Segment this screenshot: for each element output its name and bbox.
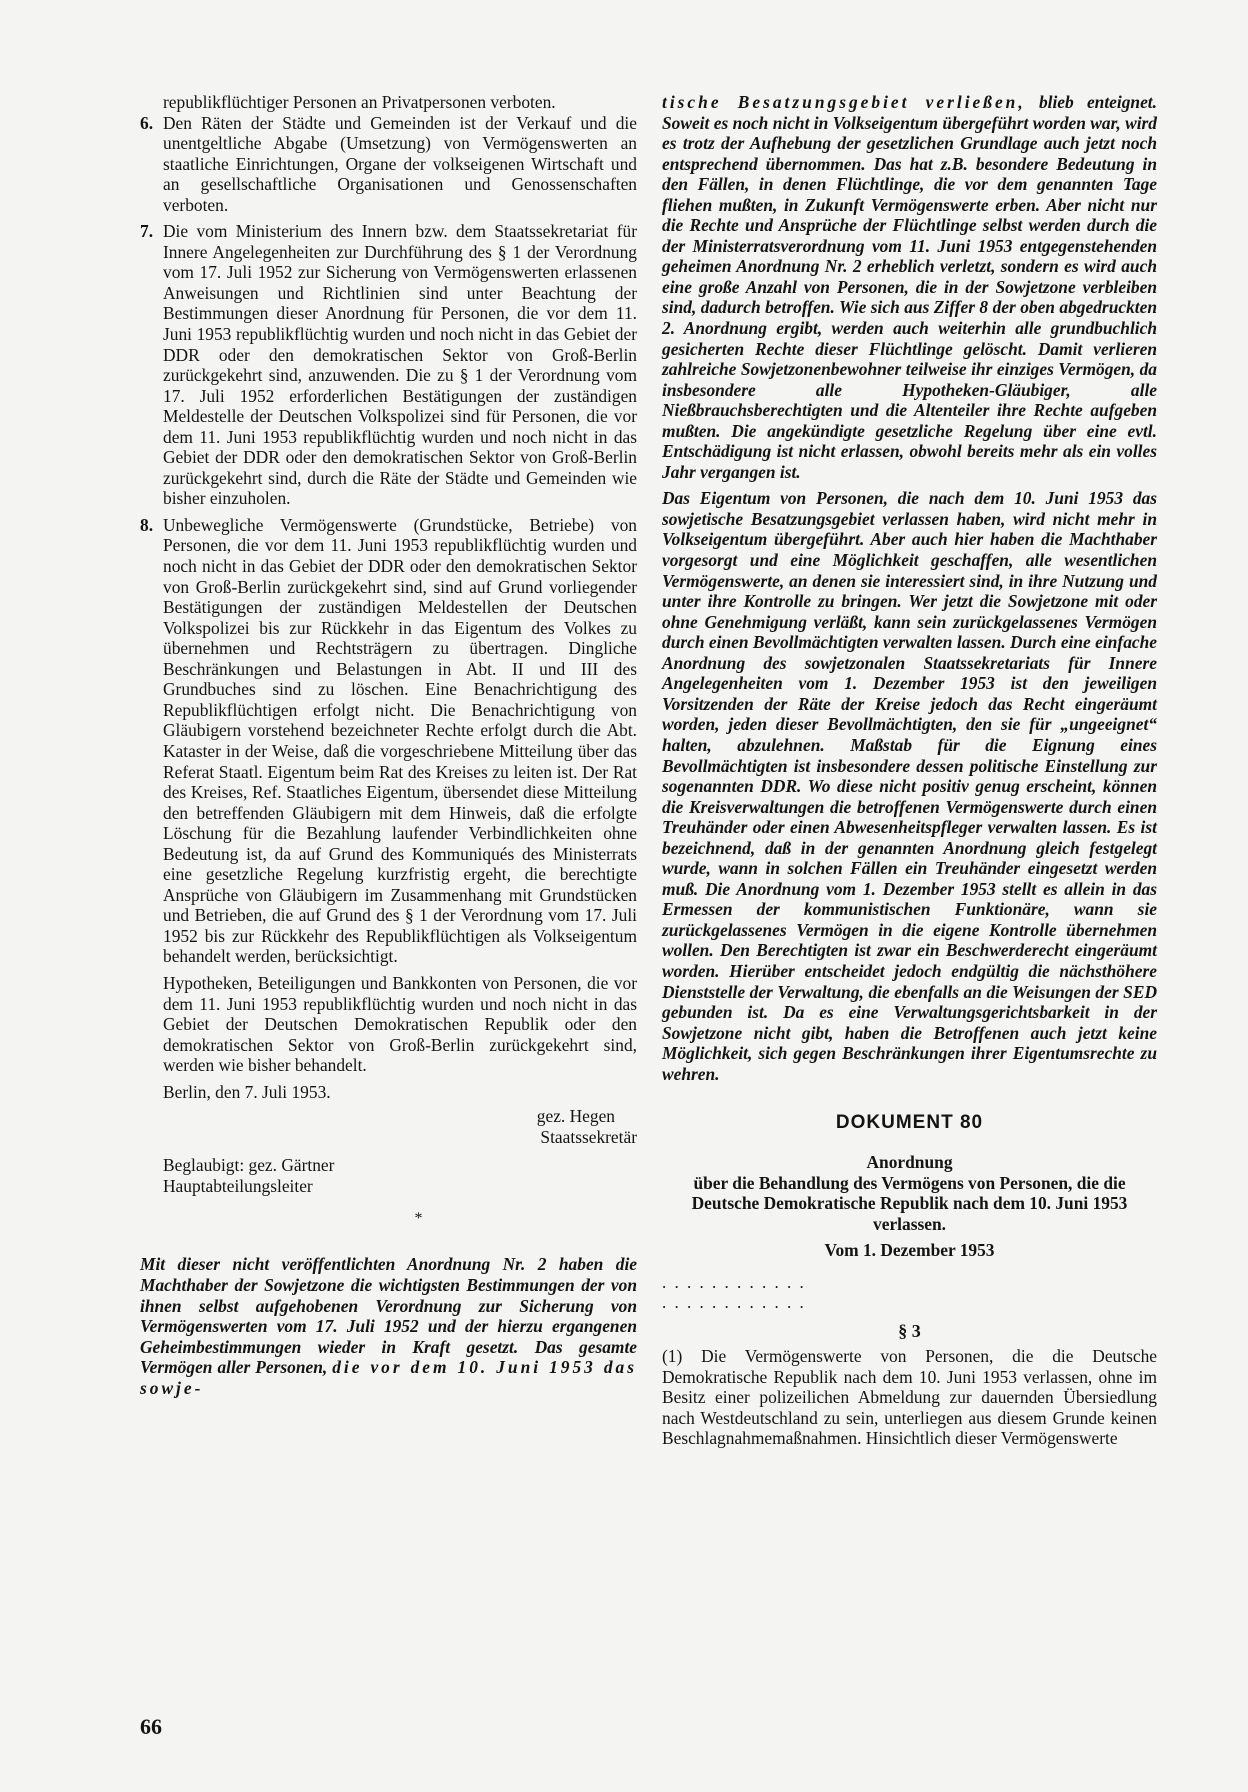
left-column xyxy=(140,92,637,1398)
list-item-7 xyxy=(140,221,637,509)
ordinance-title-line1: Anordnung xyxy=(866,1152,953,1173)
omission-dots: . . . . . . . . . . . . xyxy=(662,1272,806,1292)
certified-line: Beglaubigt: gez. Gärtner xyxy=(163,1155,335,1176)
item-text: Unbewegliche Vermögenswerte (Grundstücke, Betriebe) von Personen, die vor dem 11. Juni 1953 republikflüchtig wurden und noch nicht in das Gebiet der DDR oder den demokratischen Sektor von Groß-Berlin zurückgekehrt sind, sind auf Grund vorliegender Bestätigungen der zuständigen Meldestellen der Deutschen Volkspolizei bis zur Rückkehr in das Eigentum des Volkes zu übernehmen und Rechtsträgern zu übertragen. Dingliche Beschränkungen und Belastungen in Abt. II und III des Grundbuches sind zu löschen. Eine Benachrichtigung des Republikflüchtigen erfolgt nicht. Die Benachrichtigung von Gläubigern vorstehend bezeichneter Rechte erfolgt durch die Abt. Kataster in der Weise, daß die vorgeschriebene Mitteilung über das Referat Staatl. Eigentum beim Rat des Kreises zu leiten ist. Der Rat des Kreises, Ref. Staatliches Eigentum, übersendet diese Mitteilung den betreffenden Gläubigern mit dem Hinweis, daß die erfolgte Löschung für die Bezahlung laufender Verbindlichkeiten ohne Bedeutung ist, da auf Grund des Kommuniqués des Ministerrats eine gesetzliche Regelung kurzfristig ergeht, die berechtigte Ansprüche von Gläubigern im Zusammenhang mit Grundstücken und Betrieben, die auf Grund des § 1 der Verordnung vom 17. Juli 1952 bis zur Rückkehr des Republikflüchtigen als Volkseigentum behandelt werden, berücksichtigt. xyxy=(163,514,637,967)
item-text: Den Räten der Städte und Gemeinden ist der Verkauf und die unentgeltliche Abgabe (Umsetzung) von Vermögenswerten an staatliche Einrichtungen, Organe der volkseigenen Wirtschaft und an gesellschaftliche Organisationen und Genossenschaften verboten. xyxy=(163,112,637,215)
commentary-text: blieb enteignet. Soweit es noch nicht in Volkseigentum übergeführt worden war, wird es trotz der Aufhebung der gesetzlichen Grundlage auch jetzt noch entsprechend übernommen. Das hat z.B. besondere Bedeutung in den Fällen, in denen Flüchtlinge, die vor dem genannten Tage fliehen mußten, in Zukunft Vermögenswerte erben. Aber nicht nur die Rechte und Ansprüche der Flüchtlinge selbst werden durch die der Ministerratsverordnung vom 11. Juni 1953 entgegenstehenden geheimen Anordnung Nr. 2 erheblich verletzt, sondern es wird auch eine große Anzahl von Personen, die in der Sowjetzone verbleiben sind, dadurch betroffen. Wie sich aus Ziffer 8 der oben abgedruckten 2. Anordnung ergibt, werden auch weiterhin alle grundbuchlich gesicherten Rechte dieser Flüchtlinge gelöscht. Damit verlieren zahlreiche Sowjetzonenbewohner teilweise ihr einziges Vermögen, da insbesondere alle Hypotheken-Gläubiger, alle Nießbrauchsberechtigten und die Altenteiler ihre Rechte aufgeben mußten. Die angekündigte gesetzliche Regelung über eine evtl. Entschädigung ist nicht erlassen, obwohl bereits mehr als ein volles Jahr vergangen ist. xyxy=(662,92,1157,482)
item-8-continuation: Hypotheken, Beteiligungen und Bankkonten von Personen, die vor dem 11. Juni 1953 republikflüchtig wurden und noch nicht in das Gebiet der Deutschen Demokratischen Republik oder den demokratischen Sektor von Groß-Berlin zurückgekehrt sind, werden wie bisher behandelt. xyxy=(163,972,637,1076)
signature-name: gez. Hegen xyxy=(536,1106,615,1127)
commentary-text: Mit dieser nicht veröffentlichten Anordnung Nr. 2 haben die Machthaber der Sowjetzone die wichtigsten Bestimmungen der von ihnen selbst aufgehobenen Verordnung zur Sicherung von Vermögenswerten vom 17. Juli 1952 und der hierzu ergangenen Geheimbestimmungen wieder in Kraft gesetzt. Das gesamte Vermögen aller Personen, xyxy=(140,1254,637,1378)
ordinance-date: Vom 1. Dezember 1953 xyxy=(824,1240,995,1261)
commentary-spaced-text: die vor dem 10. Juni 1953 das sowje- xyxy=(140,1357,637,1398)
item-number: 7. xyxy=(140,221,154,242)
commentary-paragraph xyxy=(140,1254,637,1398)
intro-continuation: republikflüchtiger Personen an Privatpersonen verboten. xyxy=(163,92,556,112)
separator-asterisk: * xyxy=(414,1210,423,1228)
commentary-spaced-text: tische Besatzungsgebiet verließen, xyxy=(662,92,1026,112)
place-date: Berlin, den 7. Juli 1953. xyxy=(163,1081,331,1102)
right-column xyxy=(662,92,1157,1449)
omission-dots: . . . . . . . . . . . . xyxy=(662,1292,806,1312)
signature-block xyxy=(140,1106,637,1147)
item-number: 8. xyxy=(140,514,154,535)
section-text: (1) Die Vermögenswerte von Personen, die die Deutsche Demokratische Republik nach dem 10. Juni 1953 verlassen, ohne im Besitz einer polizeilichen Abmeldung zur dauernden Übersiedlung nach Westdeutschland zu sein, unterliegen aus diesem Grunde keinen Beschlagnahmemaßnahmen. Hinsichtlich dieser Vermögenswerte xyxy=(662,1345,1157,1449)
commentary-paragraph-2: Das Eigentum von Personen, die nach dem 10. Juni 1953 das sowjetische Besatzungsgebiet verlassen haben, wird nicht mehr in Volkseigentum übergeführt. Aber auch hier haben die Machthaber vorgesorgt und eine Möglichkeit geschaffen, alle wesentlichen Vermögenswerte, an denen sie interessiert sind, in ihre Nutzung und unter ihre Kontrolle zu bringen. Wer jetzt die Sowjetzone mit oder ohne Genehmigung verläßt, kann sein zurückgelassenes Vermögen durch einen Bevollmächtigten verwalten lassen. Durch eine einfache Anordnung des sowjetzonalen Staatssekretariats für Innere Angelegenheiten vom 1. Dezember 1953 ist den jeweiligen Vorsitzenden der Räte der Kreise jedoch das Recht eingeräumt worden, jeden dieser Bevollmächtigten, den sie für „ungeeignet“ halten, abzulehnen. Maßstab für die Eignung eines Bevollmächtigten ist insbesondere dessen politische Einstellung zur sogenannten DDR. Wo diese nicht positiv genug erscheint, können die Kreisverwaltungen die betroffenen Vermögenswerte durch einen Treuhänder oder einen Abwesenheitspfleger verwalten lassen. Es ist bezeichnend, daß in der genannten Anordnung gleich festgelegt wurde, wann in solchen Fällen ein Treuhänder eingesetzt werden muß. Die Anordnung vom 1. Dezember 1953 stellt es allein in das Ermessen der kommunistischen Funktionäre, wann sie zurückgelassenes Vermögen in die eigene Kontrolle übernehmen wollen. Den Berechtigten ist zwar ein Beschwerderecht eingeräumt worden. Hierüber entscheidet jedoch endgültig die nächsthöhere Dienststelle der Verwaltung, die ebenfalls an die Weisungen der SED gebunden ist. Da es eine Verwaltungsgerichtsbarkeit in der Sowjetzone nicht gibt, haben die Betroffenen auch jetzt keine Möglichkeit, sich gegen Beschränkungen ihrer Eigentumsrechte zu wehren. xyxy=(662,488,1157,1084)
section-heading: § 3 xyxy=(898,1320,921,1341)
ordinance-title: über die Behandlung des Vermögens von Personen, die die Deutsche Demokratische Republik nach dem 10. Juni 1953 verlassen. xyxy=(691,1172,1128,1234)
item-number: 6. xyxy=(140,112,154,133)
page-number: 66 xyxy=(140,1714,162,1739)
certification-block xyxy=(140,1155,637,1196)
document-heading: DOKUMENT 80 xyxy=(835,1112,984,1134)
signature-title: Staatssekretär xyxy=(540,1126,637,1147)
commentary-continuation xyxy=(662,92,1157,482)
list-item-6 xyxy=(140,113,637,216)
list-item-8 xyxy=(140,515,637,967)
certified-role: Hauptabteilungsleiter xyxy=(163,1175,313,1196)
item-text: Die vom Ministerium des Innern bzw. dem Staatssekretariat für Innere Angelegenheiten zur Durchführung des § 1 der Verordnung vom 17. Juli 1952 zur Sicherung von Vermögenswerten erlassenen Anweisungen und Richtlinien sind unter Beachtung der Bestimmungen dieser Anordnung für Personen, die vor dem 11. Juni 1953 republikflüchtig wurden und noch nicht in das Gebiet der DDR oder den demokratischen Sektor von Groß-Berlin zurückgekehrt sind, anzuwenden. Die zu § 1 der Verordnung vom 17. Juli 1952 erforderlichen Bestätigungen der zuständigen Meldestelle der Deutschen Volkspolizei sind für Personen, die vor dem 11. Juni 1953 republikflüchtig wurden und noch nicht in das Gebiet der DDR oder den demokratischen Sektor von Groß-Berlin zurückgekehrt sind, durch die Räte der Städte und Gemeinden wie bisher einzuholen. xyxy=(163,221,637,509)
